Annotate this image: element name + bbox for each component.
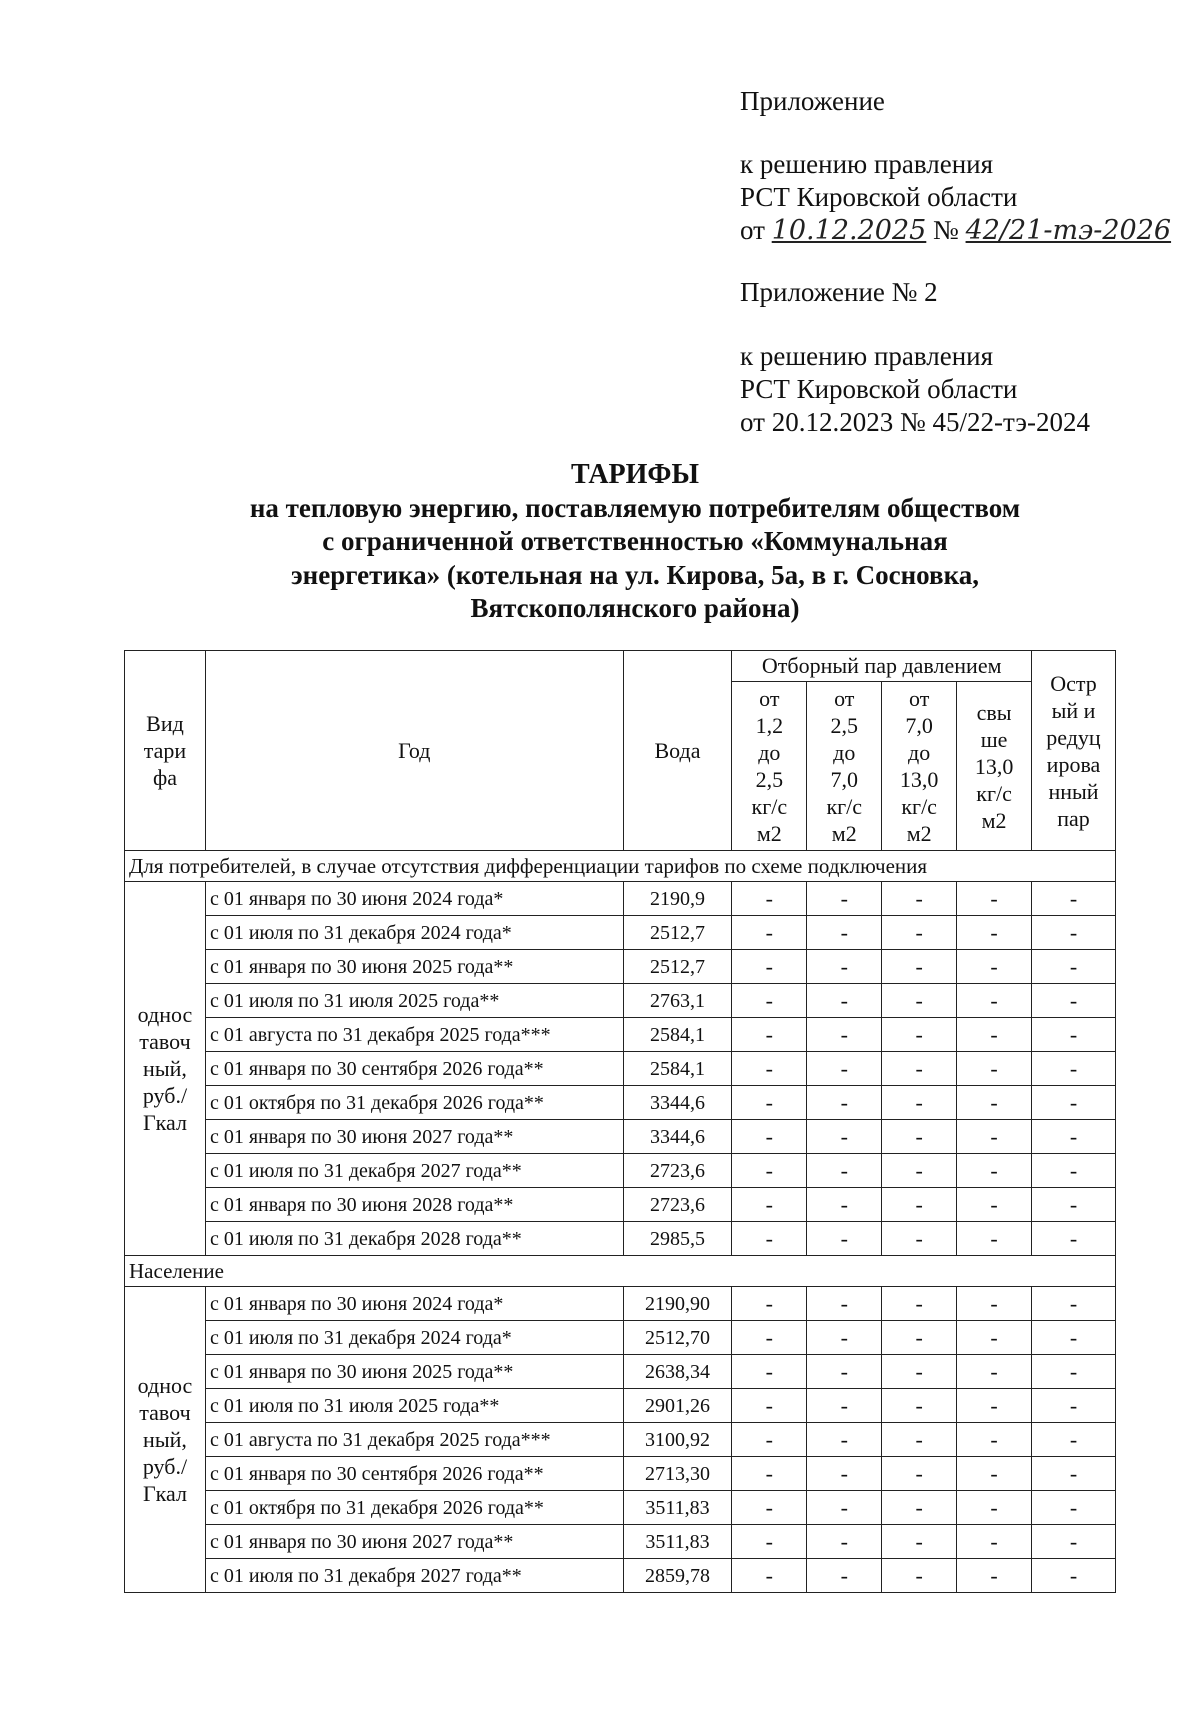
water-value-cell: 2713,30 xyxy=(623,1457,732,1491)
tariff-type-cell xyxy=(125,1287,206,1593)
empty-value-cell: - xyxy=(807,1222,882,1256)
header-steam-3 xyxy=(882,682,957,851)
empty-value-cell: - xyxy=(732,1120,807,1154)
empty-value-cell: - xyxy=(732,1188,807,1222)
empty-value-cell: - xyxy=(957,950,1032,984)
title-line3: энергетика» (котельная на ул. Кирова, 5а, в г. Сосновка, xyxy=(291,559,979,590)
table-row xyxy=(125,1457,1116,1491)
water-value-cell: 3511,83 xyxy=(623,1525,732,1559)
empty-value-cell: - xyxy=(732,1423,807,1457)
empty-value-cell: - xyxy=(807,1052,882,1086)
empty-value-cell: - xyxy=(1032,1389,1116,1423)
empty-value-cell: - xyxy=(957,1287,1032,1321)
table-row xyxy=(125,1154,1116,1188)
empty-value-cell: - xyxy=(1032,1222,1116,1256)
empty-value-cell: - xyxy=(732,1086,807,1120)
empty-value-cell: - xyxy=(807,950,882,984)
empty-value-cell: - xyxy=(957,1188,1032,1222)
tariff-table xyxy=(124,650,1116,1593)
empty-value-cell: - xyxy=(732,1355,807,1389)
period-cell: с 01 июля по 31 декабря 2024 года* xyxy=(205,1321,623,1355)
period-cell: с 01 января по 30 июня 2025 года** xyxy=(205,950,623,984)
water-value-cell: 2723,6 xyxy=(623,1154,732,1188)
section-heading: Население xyxy=(125,1256,1116,1287)
empty-value-cell: - xyxy=(732,984,807,1018)
empty-value-cell: - xyxy=(1032,1491,1116,1525)
table-row xyxy=(125,1222,1116,1256)
empty-value-cell: - xyxy=(807,1423,882,1457)
empty-value-cell: - xyxy=(882,1222,957,1256)
empty-value-cell: - xyxy=(1032,1120,1116,1154)
empty-value-cell: - xyxy=(732,1321,807,1355)
title-line4: Вятскополянского района) xyxy=(470,593,800,623)
empty-value-cell: - xyxy=(807,1018,882,1052)
empty-value-cell: - xyxy=(732,1018,807,1052)
table-row xyxy=(125,916,1116,950)
empty-value-cell: - xyxy=(1032,1086,1116,1120)
header-tariff-type-text: Вид тари фа xyxy=(143,711,187,790)
empty-value-cell: - xyxy=(807,1491,882,1525)
empty-value-cell: - xyxy=(807,1120,882,1154)
empty-value-cell: - xyxy=(882,1321,957,1355)
empty-value-cell: - xyxy=(1032,1457,1116,1491)
empty-value-cell: - xyxy=(957,882,1032,916)
water-value-cell: 2190,90 xyxy=(623,1287,732,1321)
header-water: Вода xyxy=(623,651,732,851)
tariff-type-text: однос тавоч ный, руб./ Гкал xyxy=(137,1002,193,1135)
water-value-cell: 2901,26 xyxy=(623,1389,732,1423)
empty-value-cell: - xyxy=(732,1389,807,1423)
empty-value-cell: - xyxy=(957,1154,1032,1188)
table-row xyxy=(125,1086,1116,1120)
empty-value-cell: - xyxy=(957,1457,1032,1491)
table-row xyxy=(125,1355,1116,1389)
header-steam-2 xyxy=(807,682,882,851)
empty-value-cell: - xyxy=(957,1423,1032,1457)
header-steam-1-text: от 1,2 до 2,5 кг/с м2 xyxy=(751,686,788,846)
empty-value-cell: - xyxy=(957,916,1032,950)
appendix-ref-line2: РСТ Кировской области xyxy=(740,182,1018,212)
empty-value-cell: - xyxy=(732,1154,807,1188)
empty-value-cell: - xyxy=(807,1559,882,1593)
water-value-cell: 2584,1 xyxy=(623,1018,732,1052)
header-steam-group: Отборный пар давлением xyxy=(732,651,1032,682)
water-value-cell: 2985,5 xyxy=(623,1222,732,1256)
tariff-type-cell xyxy=(125,882,206,1256)
table-row xyxy=(125,1018,1116,1052)
header-steam-2-text: от 2,5 до 7,0 кг/с м2 xyxy=(826,686,863,846)
empty-value-cell: - xyxy=(1032,950,1116,984)
empty-value-cell: - xyxy=(957,1086,1032,1120)
empty-value-cell: - xyxy=(957,984,1032,1018)
water-value-cell: 3511,83 xyxy=(623,1491,732,1525)
table-row xyxy=(125,984,1116,1018)
appendix-label: Приложение xyxy=(740,86,885,116)
empty-value-cell: - xyxy=(732,1222,807,1256)
empty-value-cell: - xyxy=(807,1525,882,1559)
empty-value-cell: - xyxy=(882,1287,957,1321)
empty-value-cell: - xyxy=(732,882,807,916)
period-cell: с 01 июля по 31 декабря 2027 года** xyxy=(205,1559,623,1593)
empty-value-cell: - xyxy=(882,882,957,916)
empty-value-cell: - xyxy=(732,1287,807,1321)
empty-value-cell: - xyxy=(732,1559,807,1593)
empty-value-cell: - xyxy=(957,1389,1032,1423)
empty-value-cell: - xyxy=(807,916,882,950)
header-steam-3-text: от 7,0 до 13,0 кг/с м2 xyxy=(899,686,939,846)
table-row xyxy=(125,1491,1116,1525)
table-row xyxy=(125,1423,1116,1457)
table-row xyxy=(125,1321,1116,1355)
appendix2-ref-line1: к решению правления xyxy=(740,341,994,371)
empty-value-cell: - xyxy=(1032,1355,1116,1389)
water-value-cell: 2859,78 xyxy=(623,1559,732,1593)
empty-value-cell: - xyxy=(957,1120,1032,1154)
period-cell: с 01 января по 30 сентября 2026 года** xyxy=(205,1052,623,1086)
empty-value-cell: - xyxy=(882,1355,957,1389)
empty-value-cell: - xyxy=(807,984,882,1018)
tariff-table-body xyxy=(125,851,1116,1593)
handwritten-date: 10.12.2025 xyxy=(771,215,927,246)
empty-value-cell: - xyxy=(957,1222,1032,1256)
empty-value-cell: - xyxy=(807,1154,882,1188)
water-value-cell: 3344,6 xyxy=(623,1120,732,1154)
water-value-cell: 2190,9 xyxy=(623,882,732,916)
empty-value-cell: - xyxy=(732,916,807,950)
empty-value-cell: - xyxy=(732,1525,807,1559)
title-line1: на тепловую энергию, поставляемую потребителям обществом xyxy=(249,492,1021,523)
empty-value-cell: - xyxy=(882,1052,957,1086)
empty-value-cell: - xyxy=(807,1287,882,1321)
empty-value-cell: - xyxy=(882,1423,957,1457)
period-cell: с 01 января по 30 июня 2027 года** xyxy=(205,1525,623,1559)
ref-from: от xyxy=(740,215,765,245)
appendix2-label: Приложение № 2 xyxy=(740,277,938,307)
header-steam-1 xyxy=(732,682,807,851)
empty-value-cell: - xyxy=(882,1120,957,1154)
ref-number-sign: № xyxy=(933,215,959,245)
period-cell: с 01 января по 30 июня 2024 года* xyxy=(205,882,623,916)
empty-value-cell: - xyxy=(1032,1423,1116,1457)
empty-value-cell: - xyxy=(1032,1018,1116,1052)
period-cell: с 01 июля по 31 декабря 2027 года** xyxy=(205,1154,623,1188)
section-heading: Для потребителей, в случае отсутствия дифференциации тарифов по схеме подключения xyxy=(125,851,1116,882)
table-row xyxy=(125,1559,1116,1593)
appendix-ref-line3 xyxy=(740,214,1171,247)
empty-value-cell: - xyxy=(1032,1559,1116,1593)
empty-value-cell: - xyxy=(1032,882,1116,916)
empty-value-cell: - xyxy=(807,882,882,916)
handwritten-number: 42/21-тэ-2026 xyxy=(965,215,1172,246)
water-value-cell: 2763,1 xyxy=(623,984,732,1018)
empty-value-cell: - xyxy=(732,1491,807,1525)
title-main: ТАРИФЫ xyxy=(571,459,699,490)
appendix2-ref-line3: от 20.12.2023 № 45/22-тэ-2024 xyxy=(740,407,1090,437)
header-tariff-type xyxy=(125,651,206,851)
document-title xyxy=(160,458,1110,626)
period-cell: с 01 января по 30 июня 2025 года** xyxy=(205,1355,623,1389)
table-row xyxy=(125,882,1116,916)
empty-value-cell: - xyxy=(732,950,807,984)
empty-value-cell: - xyxy=(882,1188,957,1222)
empty-value-cell: - xyxy=(807,1188,882,1222)
table-row xyxy=(125,1389,1116,1423)
appendix-ref-line1: к решению правления xyxy=(740,149,994,179)
period-cell: с 01 октября по 31 декабря 2026 года** xyxy=(205,1086,623,1120)
header-sharp-steam xyxy=(1032,651,1116,851)
period-cell: с 01 января по 30 июня 2028 года** xyxy=(205,1188,623,1222)
empty-value-cell: - xyxy=(1032,1052,1116,1086)
empty-value-cell: - xyxy=(882,1525,957,1559)
table-row xyxy=(125,1287,1116,1321)
water-value-cell: 2638,34 xyxy=(623,1355,732,1389)
empty-value-cell: - xyxy=(957,1491,1032,1525)
water-value-cell: 2512,70 xyxy=(623,1321,732,1355)
empty-value-cell: - xyxy=(882,984,957,1018)
table-row xyxy=(125,1525,1116,1559)
appendix2-ref-line2: РСТ Кировской области xyxy=(740,374,1018,404)
empty-value-cell: - xyxy=(957,1052,1032,1086)
water-value-cell: 2723,6 xyxy=(623,1188,732,1222)
empty-value-cell: - xyxy=(882,916,957,950)
water-value-cell: 3100,92 xyxy=(623,1423,732,1457)
empty-value-cell: - xyxy=(732,1457,807,1491)
section-heading-row xyxy=(125,851,1116,882)
period-cell: с 01 августа по 31 декабря 2025 года*** xyxy=(205,1423,623,1457)
empty-value-cell: - xyxy=(1032,1321,1116,1355)
empty-value-cell: - xyxy=(732,1052,807,1086)
title-line2: с ограниченной ответственностью «Коммунальная xyxy=(322,526,948,556)
period-cell: с 01 июля по 31 декабря 2028 года** xyxy=(205,1222,623,1256)
table-row xyxy=(125,1052,1116,1086)
empty-value-cell: - xyxy=(807,1321,882,1355)
period-cell: с 01 августа по 31 декабря 2025 года*** xyxy=(205,1018,623,1052)
empty-value-cell: - xyxy=(882,1389,957,1423)
empty-value-cell: - xyxy=(807,1389,882,1423)
period-cell: с 01 июля по 31 июля 2025 года** xyxy=(205,1389,623,1423)
empty-value-cell: - xyxy=(882,1559,957,1593)
table-row xyxy=(125,950,1116,984)
empty-value-cell: - xyxy=(807,1355,882,1389)
empty-value-cell: - xyxy=(957,1559,1032,1593)
period-cell: с 01 июля по 31 декабря 2024 года* xyxy=(205,916,623,950)
table-row xyxy=(125,1120,1116,1154)
water-value-cell: 2512,7 xyxy=(623,916,732,950)
empty-value-cell: - xyxy=(807,1086,882,1120)
header-year: Год xyxy=(205,651,623,851)
empty-value-cell: - xyxy=(1032,1154,1116,1188)
empty-value-cell: - xyxy=(882,1086,957,1120)
empty-value-cell: - xyxy=(1032,1525,1116,1559)
header-steam-4 xyxy=(957,682,1032,851)
empty-value-cell: - xyxy=(882,1154,957,1188)
header-sharp-steam-text: Остр ый и редуц ирова нный пар xyxy=(1046,670,1101,831)
water-value-cell: 3344,6 xyxy=(623,1086,732,1120)
period-cell: с 01 января по 30 июня 2024 года* xyxy=(205,1287,623,1321)
tariff-type-text: однос тавоч ный, руб./ Гкал xyxy=(137,1373,193,1506)
empty-value-cell: - xyxy=(957,1355,1032,1389)
header-steam-4-text: свы ше 13,0 кг/с м2 xyxy=(974,699,1014,833)
section-heading-row xyxy=(125,1256,1116,1287)
empty-value-cell: - xyxy=(882,1491,957,1525)
empty-value-cell: - xyxy=(1032,984,1116,1018)
empty-value-cell: - xyxy=(1032,1287,1116,1321)
water-value-cell: 2512,7 xyxy=(623,950,732,984)
empty-value-cell: - xyxy=(1032,1188,1116,1222)
water-value-cell: 2584,1 xyxy=(623,1052,732,1086)
period-cell: с 01 октября по 31 декабря 2026 года** xyxy=(205,1491,623,1525)
period-cell: с 01 июля по 31 июля 2025 года** xyxy=(205,984,623,1018)
table-row xyxy=(125,1188,1116,1222)
empty-value-cell: - xyxy=(807,1457,882,1491)
empty-value-cell: - xyxy=(957,1321,1032,1355)
empty-value-cell: - xyxy=(882,1457,957,1491)
empty-value-cell: - xyxy=(957,1525,1032,1559)
empty-value-cell: - xyxy=(882,950,957,984)
empty-value-cell: - xyxy=(882,1018,957,1052)
empty-value-cell: - xyxy=(957,1018,1032,1052)
period-cell: с 01 января по 30 сентября 2026 года** xyxy=(205,1457,623,1491)
empty-value-cell: - xyxy=(1032,916,1116,950)
period-cell: с 01 января по 30 июня 2027 года** xyxy=(205,1120,623,1154)
